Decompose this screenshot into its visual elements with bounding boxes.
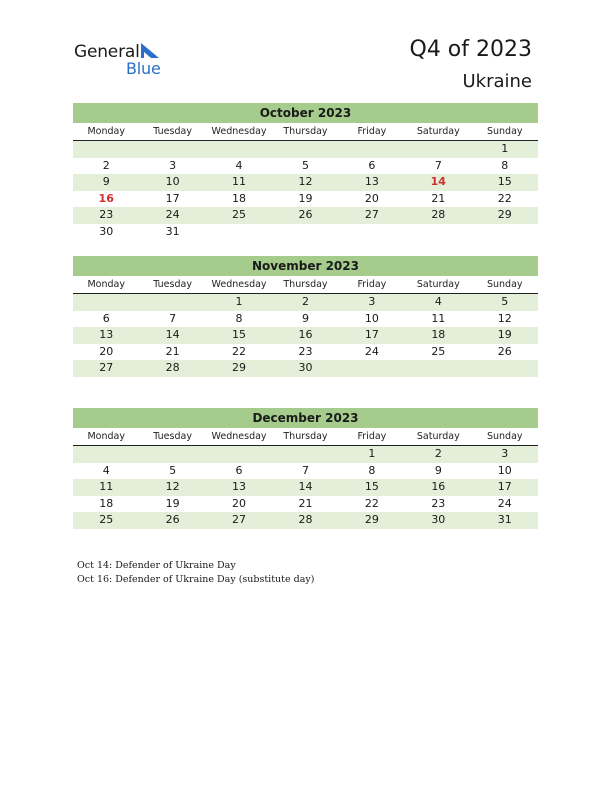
week-row: [73, 294, 538, 311]
weekday-label: Saturday: [416, 431, 460, 442]
weekday-label: Wednesday: [211, 431, 267, 442]
week-row: [73, 224, 538, 241]
weekday-label: Friday: [357, 279, 387, 290]
day-cell: 14: [298, 480, 313, 493]
day-cell: [139, 141, 205, 158]
day-cell: 2: [301, 295, 309, 308]
day-cell: 31: [165, 224, 180, 238]
weekday-label: Wednesday: [211, 126, 267, 137]
day-cell: [73, 446, 139, 463]
day-cell: 27: [99, 361, 114, 374]
day-cell: 25: [232, 208, 247, 221]
day-cell: 3: [368, 295, 376, 308]
day-cell: 3: [169, 158, 177, 172]
day-cell: 30: [298, 361, 313, 374]
month-title: November 2023: [73, 256, 538, 276]
day-cell: 23: [298, 344, 313, 358]
day-cell: 13: [232, 480, 247, 493]
day-cell: [206, 224, 272, 241]
day-cell: 18: [99, 496, 114, 510]
week-row: [73, 207, 538, 224]
holiday-day-cell: 14: [430, 175, 446, 188]
day-cell: 13: [364, 175, 379, 188]
day-cell: 4: [102, 463, 110, 477]
week-row: [73, 158, 538, 175]
day-cell: 17: [165, 191, 180, 205]
day-cell: 2: [102, 158, 110, 172]
day-cell: 26: [497, 344, 512, 358]
weekday-header-row: [73, 276, 538, 294]
day-cell: 21: [165, 344, 180, 358]
day-cell: 20: [232, 496, 247, 510]
day-cell: 29: [497, 208, 512, 221]
week-row: [73, 141, 538, 158]
day-cell: 15: [364, 480, 379, 493]
day-cell: 10: [364, 311, 379, 325]
day-cell: 19: [497, 328, 512, 341]
month-title: October 2023: [73, 103, 538, 123]
day-cell: 5: [301, 158, 309, 172]
weekday-label: Saturday: [416, 126, 460, 137]
day-cell: 31: [497, 513, 512, 526]
day-cell: 28: [431, 208, 446, 221]
day-cell: [405, 224, 471, 241]
day-cell: 10: [497, 463, 512, 477]
day-cell: 25: [431, 344, 446, 358]
day-cell: 24: [364, 344, 379, 358]
day-cell: 24: [165, 208, 180, 221]
day-cell: 16: [298, 328, 313, 341]
day-cell: 19: [298, 191, 313, 205]
day-cell: 23: [431, 496, 446, 510]
holiday-notes: [77, 559, 314, 586]
weekday-label: Friday: [357, 431, 387, 442]
weekday-label: Sunday: [486, 431, 523, 442]
day-cell: 22: [232, 344, 247, 358]
day-cell: 6: [368, 158, 376, 172]
weekday-label: Sunday: [486, 126, 523, 137]
day-cell: 29: [232, 361, 247, 374]
day-cell: [139, 446, 205, 463]
day-cell: 7: [301, 463, 309, 477]
weekday-label: Thursday: [283, 126, 328, 137]
day-cell: 14: [165, 328, 180, 341]
day-cell: 17: [364, 328, 379, 341]
day-cell: 23: [99, 208, 114, 221]
logo-mark-icon: [140, 43, 160, 59]
day-cell: 9: [102, 175, 110, 188]
week-row: [73, 512, 538, 529]
week-row: [73, 327, 538, 344]
weekday-label: Thursday: [283, 279, 328, 290]
day-cell: [472, 360, 538, 377]
day-cell: 21: [298, 496, 313, 510]
day-cell: 9: [301, 311, 309, 325]
day-cell: [272, 224, 338, 241]
day-cell: 17: [497, 480, 512, 493]
day-cell: 20: [99, 344, 114, 358]
day-cell: [272, 141, 338, 158]
day-cell: [206, 141, 272, 158]
day-cell: 6: [235, 463, 243, 477]
weekday-label: Saturday: [416, 279, 460, 290]
holiday-note: Oct 16: Defender of Ukraine Day (substitute day): [77, 573, 315, 585]
day-cell: 30: [431, 513, 446, 526]
day-cell: [405, 360, 471, 377]
day-cell: 28: [165, 361, 180, 374]
day-cell: 7: [169, 311, 177, 325]
weekday-label: Tuesday: [153, 431, 192, 442]
day-cell: 22: [497, 191, 512, 205]
day-cell: [139, 294, 205, 311]
logo-text-general: General: [74, 42, 140, 62]
weekday-label: Tuesday: [153, 126, 192, 137]
day-cell: 1: [235, 295, 243, 308]
week-row: [73, 463, 538, 480]
page-title: Q4 of 2023: [409, 37, 532, 62]
day-cell: 5: [501, 295, 509, 308]
weekday-label: Friday: [357, 126, 387, 137]
day-cell: 27: [232, 513, 247, 526]
weekday-label: Tuesday: [153, 279, 192, 290]
day-cell: 7: [434, 158, 442, 172]
day-cell: 8: [501, 158, 509, 172]
day-cell: [339, 360, 405, 377]
day-cell: 12: [165, 480, 180, 493]
day-cell: [206, 446, 272, 463]
day-cell: 4: [235, 158, 243, 172]
holiday-day-cell: 16: [98, 191, 114, 205]
month-november: [73, 256, 538, 377]
day-cell: 5: [169, 463, 177, 477]
weekday-label: Sunday: [486, 279, 523, 290]
day-cell: 30: [99, 224, 114, 238]
day-cell: [405, 141, 471, 158]
weekday-header-row: [73, 428, 538, 446]
day-cell: 1: [368, 447, 376, 460]
day-cell: 15: [497, 175, 512, 188]
month-title: December 2023: [73, 408, 538, 428]
day-cell: 11: [431, 311, 446, 325]
week-row: [73, 479, 538, 496]
day-cell: 3: [501, 447, 509, 460]
day-cell: [272, 446, 338, 463]
day-cell: [73, 141, 139, 158]
day-cell: 20: [364, 191, 379, 205]
day-cell: 18: [232, 191, 247, 205]
weekday-label: Monday: [87, 279, 125, 290]
day-cell: 25: [99, 513, 114, 526]
week-row: [73, 496, 538, 513]
holiday-note: Oct 14: Defender of Ukraine Day: [77, 560, 236, 571]
day-cell: 11: [99, 480, 114, 493]
week-row: [73, 344, 538, 361]
day-cell: 27: [364, 208, 379, 221]
day-cell: 26: [165, 513, 180, 526]
week-row: [73, 311, 538, 328]
day-cell: 6: [102, 311, 110, 325]
day-cell: 12: [298, 175, 313, 188]
day-cell: 13: [99, 328, 114, 341]
weekday-label: Thursday: [283, 431, 328, 442]
day-cell: 15: [232, 328, 247, 341]
logo-text-blue: Blue: [126, 59, 161, 78]
day-cell: 9: [434, 463, 442, 477]
day-cell: 16: [431, 480, 446, 493]
day-cell: 12: [497, 311, 512, 325]
day-cell: 22: [364, 496, 379, 510]
day-cell: 21: [431, 191, 446, 205]
day-cell: 1: [501, 142, 509, 155]
weekday-label: Monday: [87, 431, 125, 442]
country-name: Ukraine: [462, 71, 532, 92]
day-cell: 24: [497, 496, 512, 510]
day-cell: 19: [165, 496, 180, 510]
day-cell: 8: [368, 463, 376, 477]
day-cell: 2: [434, 447, 442, 460]
day-cell: [339, 224, 405, 241]
day-cell: 29: [364, 513, 379, 526]
week-row: [73, 360, 538, 377]
day-cell: [339, 141, 405, 158]
weekday-label: Wednesday: [211, 279, 267, 290]
weekday-label: Monday: [87, 126, 125, 137]
day-cell: [472, 224, 538, 241]
day-cell: [73, 294, 139, 311]
day-cell: 10: [165, 175, 180, 188]
day-cell: 28: [298, 513, 313, 526]
week-row: [73, 174, 538, 191]
month-october: [73, 103, 538, 240]
day-cell: 4: [434, 295, 442, 308]
week-row: [73, 191, 538, 208]
day-cell: 11: [232, 175, 247, 188]
day-cell: 8: [235, 311, 243, 325]
day-cell: 18: [431, 328, 446, 341]
week-row: [73, 446, 538, 463]
weekday-header-row: [73, 123, 538, 141]
month-december: [73, 408, 538, 529]
logo: [74, 40, 174, 80]
day-cell: 26: [298, 208, 313, 221]
